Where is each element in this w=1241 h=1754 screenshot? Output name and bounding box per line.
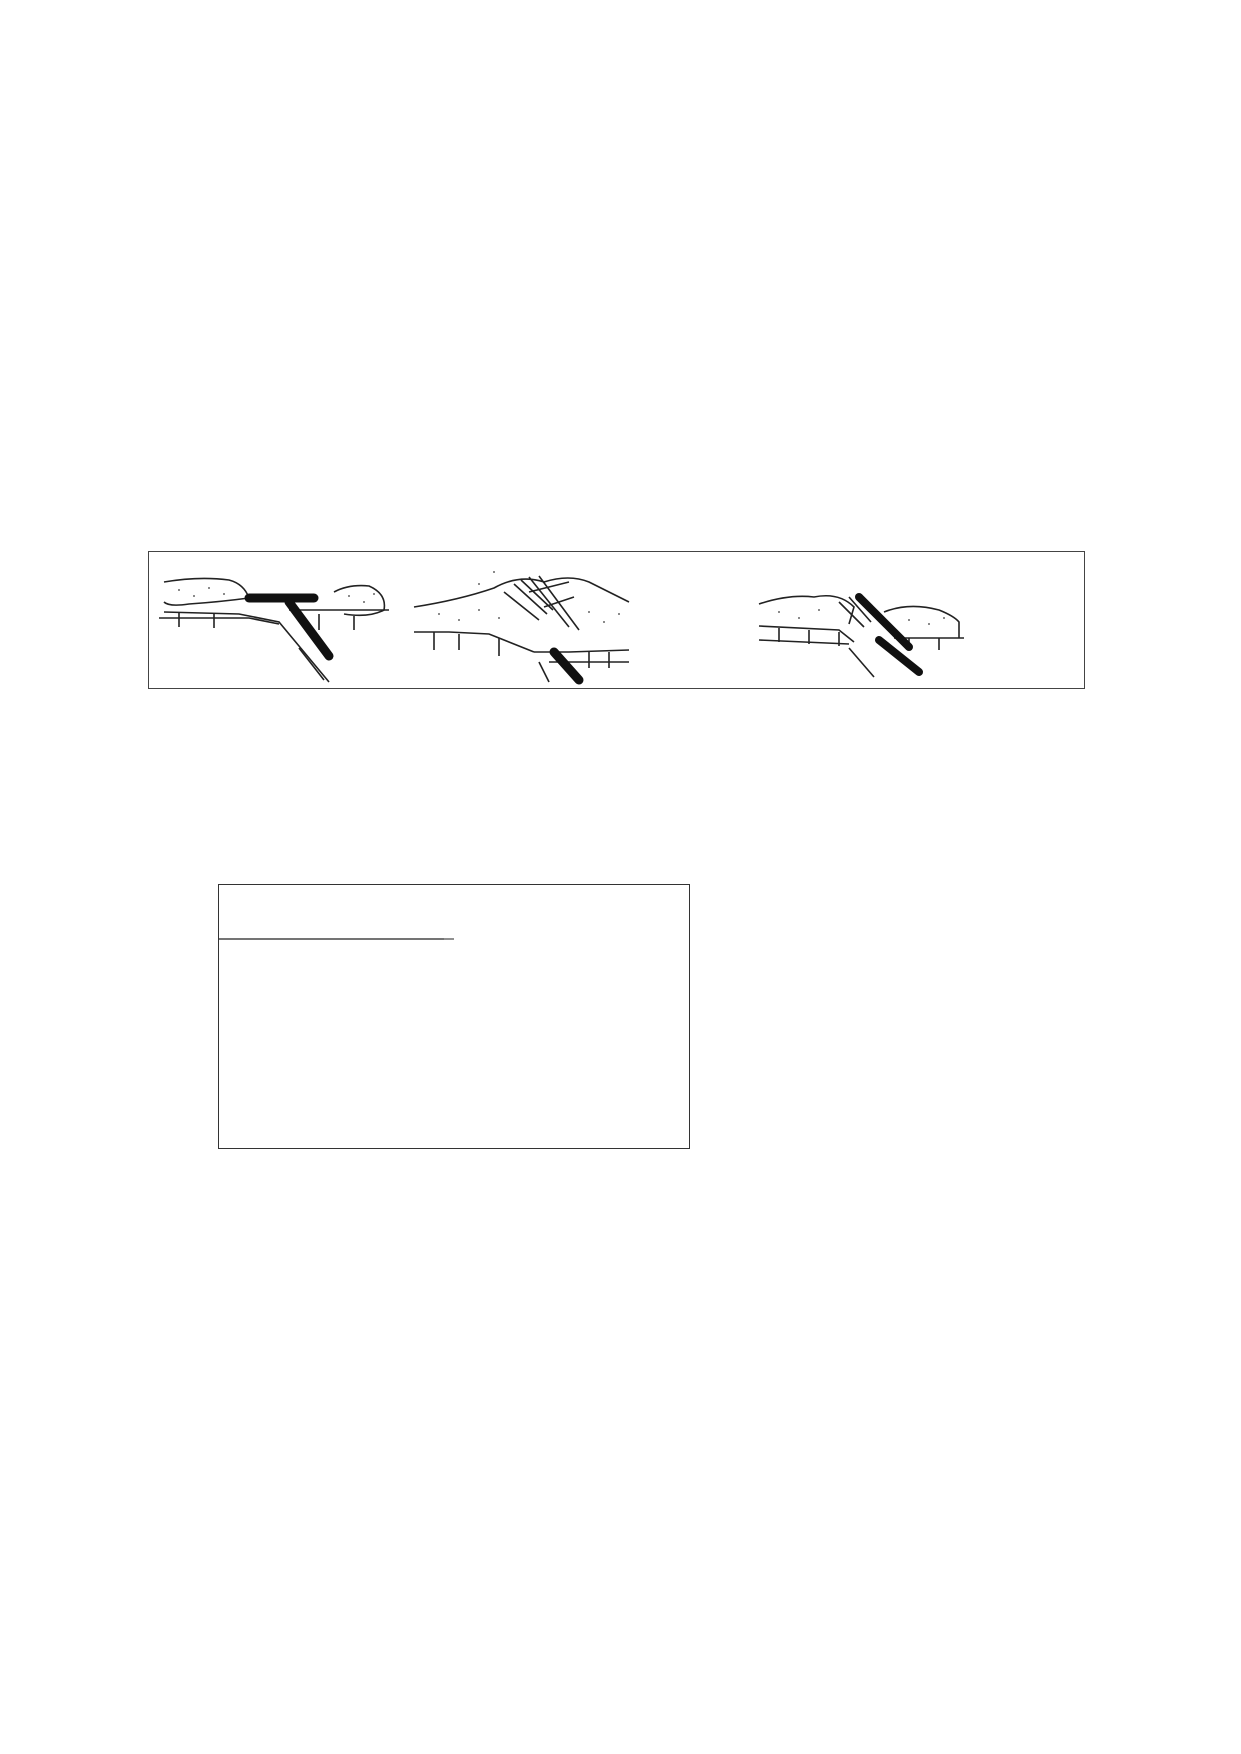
document-1-figure [218, 884, 690, 1149]
mountain-formation-diagram [149, 552, 1084, 688]
india-asia-collision-diagram [219, 885, 689, 1148]
mountain-formation-figure [148, 551, 1085, 689]
